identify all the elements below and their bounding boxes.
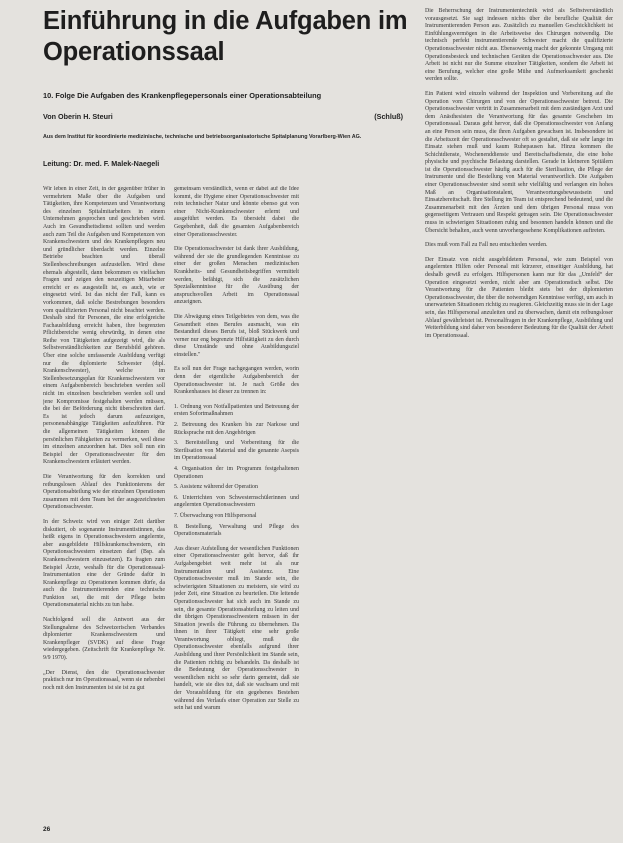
list-item: 1. Ordnung von Notfallpatienten und Betreuung der ersten Sofortmaßnahmen: [174, 403, 299, 418]
paragraph: Nachfolgend soll die Antwort aus der Stellungnahme des Schweizerischen Verbandes diplomierter Krankenschwestern und Krankenpfleger (SVDK) auf diese Frage wiedergegeben. (Zeitschrift für Krankenpflege Nr. 9/9 1970).: [43, 617, 165, 662]
institute-line: Aus dem Institut für koordinierte medizinische, technische und betriebsorganisatorische Spitalplanung Vorarlberg-Wien AG.: [43, 134, 362, 140]
list-item: 4. Organisation der im Programm festgehaltenen Operationen: [174, 466, 299, 480]
closing-tag: (Schluß): [374, 112, 403, 121]
text-column-middle: [174, 186, 299, 823]
text-column-right: [425, 8, 613, 838]
list-item: 6. Unterrichten von Schwesternschülerinnen und angelernten Operationsschwestern: [174, 494, 299, 509]
paragraph: Die Abwägung eines Teilgebietes von dem, was die Gesamtheit eines Berufes ausmacht, was ein Bestandteil dieses Berufs ist, bloß Stückwerk und verner nur eng begrenzte Hilfstätigkeit zu den durch diese Umstände und ohne Ausbildungsziel einstellen.": [174, 313, 299, 358]
page-number: 26: [43, 826, 51, 833]
list-item: 5. Assistenz während der Operation: [174, 484, 258, 491]
page-title: Einführung in die Aufgaben im Operationssaal: [43, 7, 408, 66]
list-item: 8. Bestellung, Verwaltung und Pflege des Operationsmaterials: [174, 523, 299, 538]
paragraph: gemeinsam verständlich, wenn er dabei auf die Idee kommt, die Hygiene einer Operationsschwester mit rein technischer Natur und könnte ebenso gut von einer Nicht-Krankenschwester erlernt und ausgeführt werden. Es übersieht dabei die Gegebenheit, daß die gesamten Aufgabenbereich einer Operationsschwester.: [174, 186, 299, 238]
paragraph: In der Schweiz wird von einiger Zeit darüber diskutiert, ob sogenannte Instrumentistinnen, das heißt eigens in Operationsschwestern angelernte, aber ausgebildete Hilfskrankenschwestern, ein Operationsschwestern einsetzen darf (Bsp. als Krankenschwestern einzusetzen). Es fragten zum Beispiel Ärzte, weshalb für die Operationssaal-Instrumentation eine der Gründe dafür in Krankenpflege zu Operationen kommen dürfe, da auch die Instrumentierenden eine technische Funktion sei, die mit der Pflege beim Operationsmaterial nichts zu tun habe.: [43, 518, 165, 609]
paragraph: Die Verantwortung für den korrekten und reibungslosen Ablauf des Funktionierens der Operationsabteilung wie der einzelnen Operationen zusammen mit dem Team bei der ausgezeichneten Operationsschwester.: [43, 473, 165, 511]
list-item: 3. Bereitstellung und Vorbereitung für die Sterilisation von Material und die genannte Asepsis im Operationssaal: [174, 440, 299, 462]
paragraph: „Der Dienst, den die Operationsschwester praktisch nur im Operationssaal, wenn sie nebenbei noch mit den Instrumenten ist sie ist zu gut: [43, 669, 165, 691]
paragraph: Wir leben in einer Zeit, in der gegenüber früher in vermehrtem Maße über die Aufgaben und Tätigkeiten, ihre Kompetenzen und Verantwortung des einzelnen Spitalmitarbeiters in einem Unternehmen gesprochen und geschrieben wird. Auch im Gesundheitsdienst sollten und werden auch zum Teil die Aufgaben und Kompetenzen von Krankenschwestern und des Krankenpflegers neu und gründlicher überdacht werden. Einzelne Betriebe beachten und überall Stellenbeschreibungen aufzustellen. Wird diese ehemals abgestellt, dann bekommen es vielfachen Fragen und zeigen den neuzeitigen Mitarbeiter erreicht er es ausgestellt ist, es auch, wie er eingesetzt wird. Ist das nicht der Fall, kann es vorkommen, daß solche Bestrebungen besonders vom qualifizierten Personal nicht beachtet werden. Deshalb sind für Personen, die eine erfolgreiche Fachausbildung erreicht haben, ihre begrenzten Pflichtbereiche wenig ehrwürdig, in denen eine Reihe von Tätigkeiten aufgezeigt wird, die als Selbstverständlichkeiten zur Berufsbild gehören. Über eine solche umfassende Ausbildung verfügt nur die diplomierte Schwester (dipl. Krankenschwester), welche im Stellenbesetzungsplan für Krankenschwestern vor einem Aufgabenbereich beschrieben werden soll nicht im einzelnen beschrieben werden soll und jene Kompromisse festgehalten werden müssen, die bei der Beförderung nicht überschreiten darf. Es ist jedoch darum aufzuzeigen, personenabhängige Tätigkeiten aufzuführen. Für die allgemeinen Tätigkeiten können die persönlichen Fähigkeiten zu vermerken, weil diese im einzelnen anzuordnen hat. Dies soll nun ein Beispiel der Operationsschwester für den Krankenschwestern erläutert werden.: [43, 186, 165, 466]
paragraph: Der Einsatz von nicht ausgebildetem Personal, wie zum Beispiel von angelernten Hilfen oder Personal mit kürzerer, einseitiger Ausbildung, hat deshalb gewiß zu erfolgen. Hilfspersonen kann nur für das „Umfeld“ der Operation eingesetzt werden, nicht aber am Operationstisch selbst. Die Verantwortung für die Patienten bleibt stets bei der diplomierten Operationsschwester, die über die notwendigen Kenntnisse verfügt, um auch in unerwarteten Situationen richtig zu reagieren. Gleichzeitig muss sie in der Lage sein, das Hilfspersonal anzuleiten und zu überwachen, damit ein reibungsloser Ablauf gewährleistet ist. Personalfragen in der Krankenpflege, Ausbildung und Weiterbildung sind daher von besonderer Bedeutung für die Qualität der Arbeit im Operationssaal.: [425, 256, 613, 339]
list-item: 7. Überwachung von Hilfspersonal: [174, 512, 257, 519]
paragraph: Dies muß vom Fall zu Fall neu entschieden werden.: [425, 242, 548, 249]
paragraph: Ein Patient wird einzeln während der Inspektion und Vorbereitung auf die Operation vom Chirurgen und von der Operationsschwester betreut. Die Operationsschwester vertritt in Zusammenarbeit mit dem zuständigen Arzt und dem Anästhesisten die Verantwortung für das gesamte Geschehen im Operationssaal. Daraus geht hervor, daß die Operationsschwester von Anfang an eine Person sein muss, die ihren Aufgaben gewachsen ist. Insbesondere ist die Arbeitszeit der Operationsschwester oft so gestaltet, daß sie sehr lange im Einsatz stehen muß und kaum Ruhepausen hat. Hinzu kommen die Schichtdienste, Wochenenddienste und Bereitschaftsdienste, die eine hohe physische und psychische Belastung darstellen. Gerade in kleineren Spitälern ist die Operationsschwester häufig auch für die Sterilisation, die Pflege der Instrumente und die Bestellung von Material verantwortlich. Die Aufgaben einer Operationsschwester sind somit sehr vielfältig und verlangen ein hohes Maß an Organisationstalent, Verantwortungsbewusstsein und Einsatzbereitschaft. Ihre Stellung im Team ist entsprechend bedeutend, und die Zusammenarbeit mit den Ärzten und dem übrigen Personal muss von gegenseitigem Vertrauen und Respekt getragen sein. Die Operationsschwester muss in schwierigen Situationen ruhig und besonnen handeln können und die Übersicht behalten, auch wenn unvorhergesehene Komplikationen auftreten.: [425, 90, 613, 234]
paragraph: Aus dieser Aufstellung der wesentlichen Funktionen einer Operationsschwester geht hervor, daß ihr Aufgabengebiet weit mehr ist als nur Instrumentation und Assistenz. Eine Operationsschwester muß im Stande sein, die schwierigsten Situationen zu meistern, sie wird zu jeder Zeit, eine Situation zu beurteilen. Die leitende Operationsschwester hat sich auch im Stande zu sein, die gesamte Operationsabteilung zu leiten und die übrigen Operationsschwestern müssen in der Situation jeweils die Führung zu übernehmen. Da ihnen in ihrer Tätigkeit eine sehr große Verantwortung obliegt, muß die Operationsschwester ebenfalls aufgrund ihrer Ausbildung und ihrer Persönlichkeit im Stande sein, die Patienten richtig zu behandeln. Da deshalb ist die Bedeutung der Operationsschwester in wesentlichen nicht so sehr darin gemeint, daß sie handelt, wie sie dies tut, daß sie wachsam und mit der Vorausbildung für ein gegebenes Bestehen während des Verlaufs einer Operation zur Stelle zu sein hat und warum: [174, 545, 299, 712]
paragraph: Die Operationsschwester ist dank ihrer Ausbildung, während der sie die grundlegenden Kenntnisse zu einer der großen Menschen medizinischen Krankheits- und Gesundheitsbegriffen vermittelt werden, befähigt, sich die zusätzlichen Spezialkenntnisse für die Ausübung der anspruchsvollen Arbeit im Operationssaal anzueignen.: [174, 246, 299, 306]
leitung-line: Leitung: Dr. med. F. Malek-Naegeli: [43, 159, 160, 168]
author-line: [43, 112, 413, 121]
paragraph: Es soll nun der Frage nachgegangen werden, worin denn der eigentliche Aufgabenbereich der Operationsschwester ist. Je nach Größe des Krankenhauses ist dieser zu trennen in:: [174, 366, 299, 396]
author-name: Von Oberin H. Steuri: [43, 112, 113, 121]
text-column-left: [43, 186, 165, 823]
task-list: [174, 404, 299, 539]
list-item: 2. Betreuung des Kranken bis zur Narkose und Rücksprache mit den Angehörigen: [174, 422, 299, 436]
series-line: 10. Folge Die Aufgaben des Krankenpflegepersonals einer Operationsabteilung: [43, 91, 322, 100]
paragraph: Die Beherrschung der Instrumententechnik wird als Selbstverständlich vorausgesetzt. Sie sagt indessen nichts über die berufliche Qualität der Instrumentierenden Person aus. Zusätzlich zu manuellen Geschicklichkeit ist Einfühlungsvermögen in die Arbeitsweise des Chirurgen notwendig. Die technisch perfekt instrumentierende Schwester macht die qualifizierte Operationsschwester nicht aus. Ebensowenig macht der gekonnte Umgang mit Operationsbesteck und technischen Geräten die Operationsschwester aus. Die Arbeit ist nicht nur die Summe einzelner Tätigkeiten, sondern die Arbeit ist eine Berufung, welcher eine große Mühe und Aufmerksamkeit geschenkt werden sollte.: [425, 8, 613, 83]
